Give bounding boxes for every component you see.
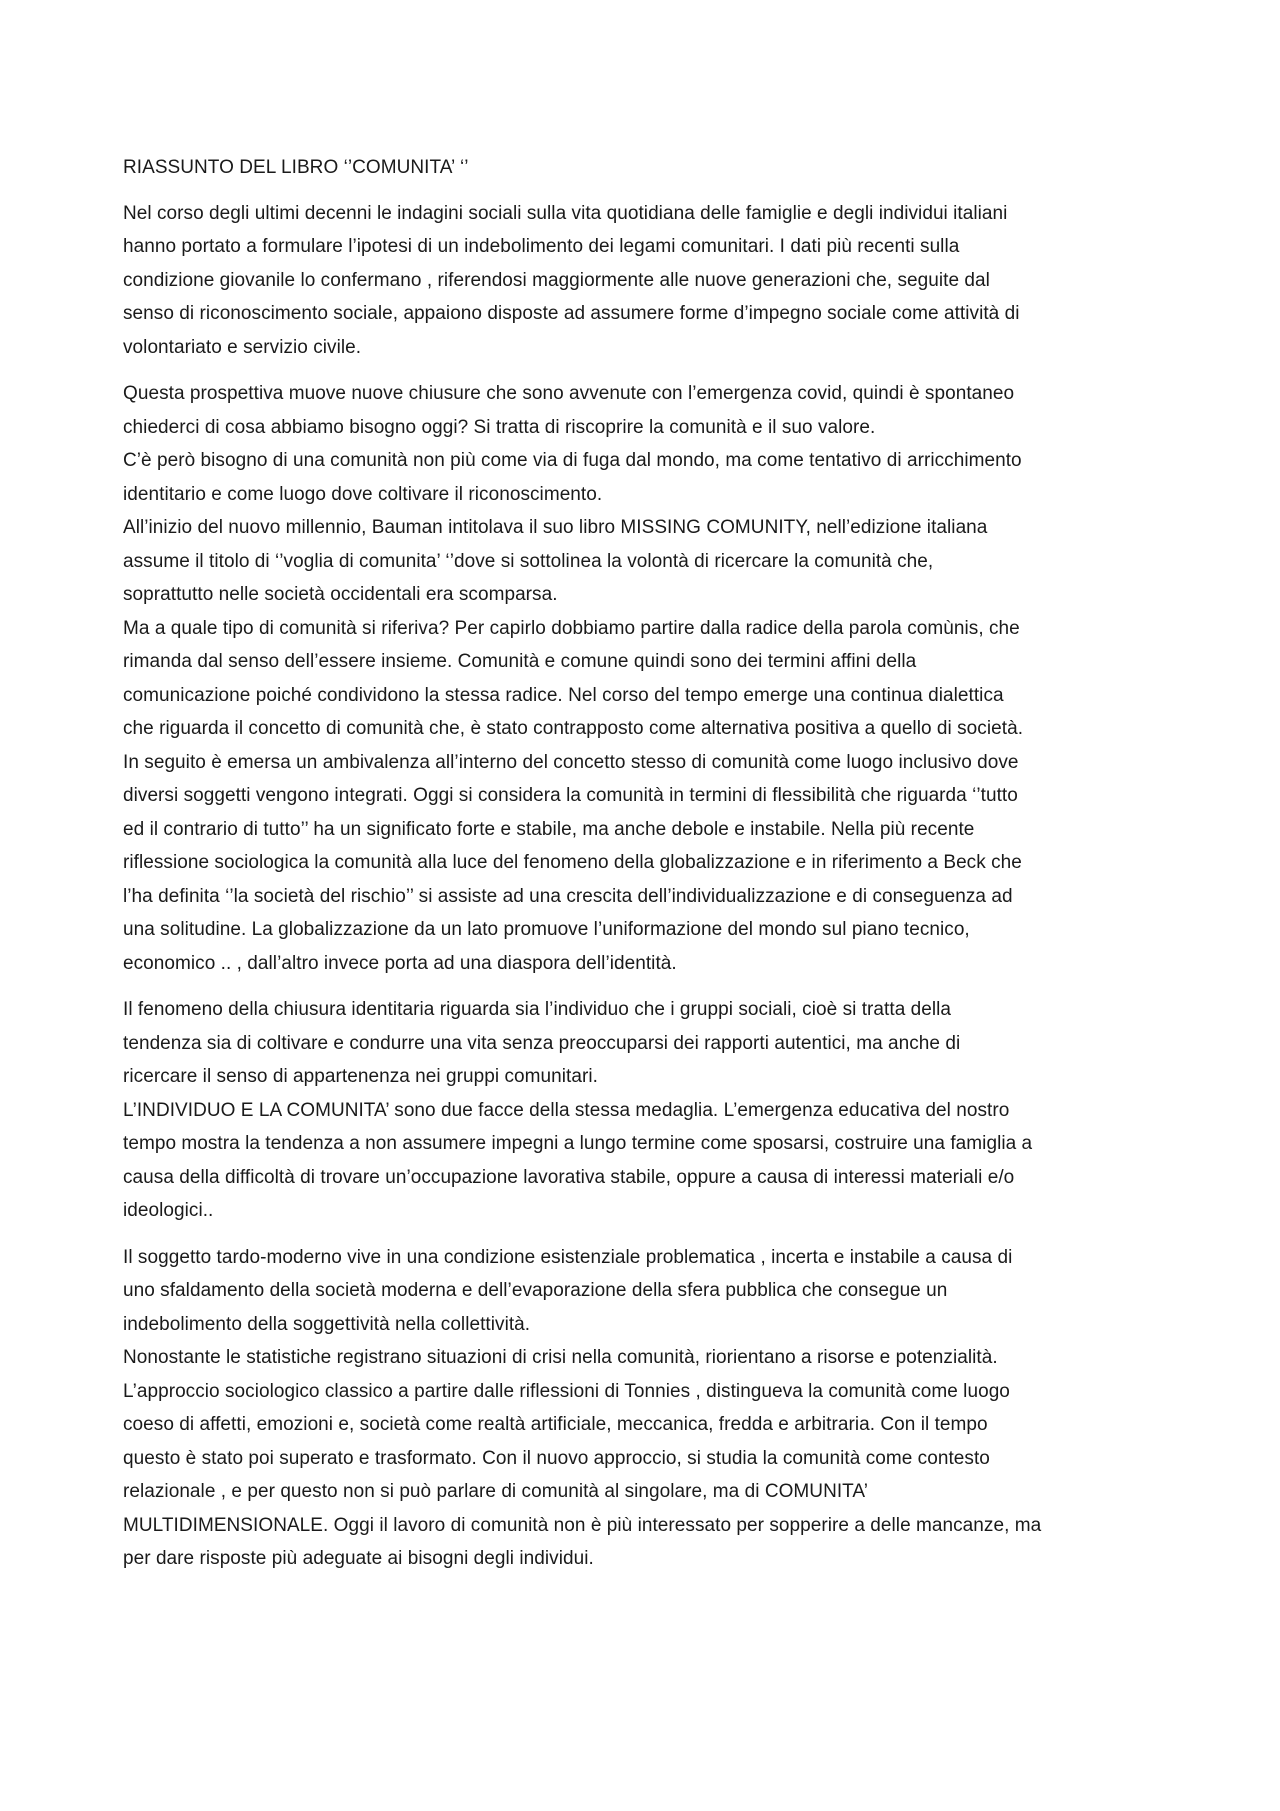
text-line: una solitudine. La globalizzazione da un lato promuove l’uniformazione del mondo sul piano tecnico, bbox=[123, 919, 970, 940]
text-line: C’è però bisogno di una comunità non più come via di fuga dal mondo, ma come tentativo di arricchimento bbox=[123, 450, 1022, 471]
text-line: ed il contrario di tutto’’ ha un significato forte e stabile, ma anche debole e instabile. Nella più recente bbox=[123, 818, 975, 840]
text-line: questo è stato poi superato e trasformato. Con il nuovo approccio, si studia la comunità come contesto bbox=[123, 1447, 990, 1469]
text-line: In seguito è emersa un ambivalenza all’interno del concetto stesso di comunità come luogo inclusivo dove bbox=[123, 751, 1019, 773]
text-line: L’approccio sociologico classico a partire dalle riflessioni di Tonnies , distingueva la comunità come luogo bbox=[123, 1380, 1010, 1402]
text-line: l’ha definita ‘’la società del rischio’’ si assiste ad una crescita dell’individualizzazione e di conseguenza ad bbox=[123, 885, 1013, 907]
text-line: relazionale , e per questo non si può parlare di comunità al singolare, ma di COMUNITA’ bbox=[123, 1481, 869, 1502]
text-line: MULTIDIMENSIONALE. Oggi il lavoro di comunità non è più interessato per sopperire a delle mancanze, ma bbox=[123, 1514, 1042, 1536]
paragraph-4 bbox=[123, 1241, 1168, 1576]
text-line: Nel corso degli ultimi decenni le indagini sociali sulla vita quotidiana delle famiglie e degli individui italiani bbox=[123, 202, 1008, 224]
text-line: Questa prospettiva muove nuove chiusure che sono avvenute con l’emergenza covid, quindi è spontaneo bbox=[123, 383, 1015, 404]
paragraph-1 bbox=[123, 197, 1168, 365]
text-line: condizione giovanile lo confermano , riferendosi maggiormente alle nuove generazioni che, seguite dal bbox=[123, 269, 990, 291]
document-title: RIASSUNTO DEL LIBRO ‘’COMUNITA’ ‘’ bbox=[123, 157, 469, 178]
text-line: coeso di affetti, emozioni e, società come realtà artificiale, meccanica, fredda e arbitraria. Con il tempo bbox=[123, 1414, 988, 1435]
text-line: volontariato e servizio civile. bbox=[123, 336, 362, 358]
text-line: identitario e come luogo dove coltivare il riconoscimento. bbox=[123, 483, 603, 505]
paragraph-list bbox=[123, 197, 1168, 1576]
text-line: tempo mostra la tendenza a non assumere impegni a lungo termine come sposarsi, costruire una famiglia a bbox=[123, 1133, 1033, 1154]
text-line: Nonostante le statistiche registrano situazioni di crisi nella comunità, riorientano a risorse e potenzialità. bbox=[123, 1347, 998, 1368]
text-line: indebolimento della soggettività nella collettività. bbox=[123, 1313, 531, 1335]
text-line: hanno portato a formulare l’ipotesi di un indebolimento dei legami comunitari. I dati più recenti sulla bbox=[123, 236, 960, 257]
text-line: soprattutto nelle società occidentali era scomparsa. bbox=[123, 584, 558, 605]
text-line: L’INDIVIDUO E LA COMUNITA’ sono due facce della stessa medaglia. L’emergenza educativa del nostro bbox=[123, 1099, 1010, 1121]
text-line: tendenza sia di coltivare e condurre una vita senza preoccuparsi dei rapporti autentici, ma anche di bbox=[123, 1032, 961, 1054]
paragraph-2 bbox=[123, 377, 1168, 980]
text-line: rimanda dal senso dell’essere insieme. Comunità e comune quindi sono dei termini affini della bbox=[123, 651, 917, 672]
text-line: riflessione sociologica la comunità alla luce del fenomeno della globalizzazione e in riferimento a Beck che bbox=[123, 852, 1022, 873]
text-line: diversi soggetti vengono integrati. Oggi si considera la comunità in termini di flessibilità che riguarda ‘’tutto bbox=[123, 785, 1018, 806]
text-line: Il soggetto tardo-moderno vive in una condizione esistenziale problematica , incerta e instabile a causa di bbox=[123, 1246, 1013, 1268]
text-line: Il fenomeno della chiusura identitaria riguarda sia l’individuo che i gruppi sociali, cioè si tratta della bbox=[123, 999, 952, 1020]
text-line: che riguarda il concetto di comunità che, è stato contrapposto come alternativa positiva a quello di società. bbox=[123, 718, 1024, 739]
document-body bbox=[123, 151, 1168, 1589]
paragraph-3 bbox=[123, 993, 1168, 1228]
text-line: ideologici.. bbox=[123, 1200, 214, 1221]
text-line: All’inizio del nuovo millennio, Bauman intitolava il suo libro MISSING COMUNITY, nell’edizione italiana bbox=[123, 517, 988, 538]
text-line: assume il titolo di ‘’voglia di comunita’ ‘’dove si sottolinea la volontà di ricercare la comunità che, bbox=[123, 550, 934, 572]
text-line: uno sfaldamento della società moderna e dell’evaporazione della sfera pubblica che consegue un bbox=[123, 1280, 948, 1301]
text-line: Ma a quale tipo di comunità si riferiva? Per capirlo dobbiamo partire dalla radice della parola comùnis, che bbox=[123, 617, 1020, 639]
text-line: comunicazione poiché condividono la stessa radice. Nel corso del tempo emerge una continua dialettica bbox=[123, 684, 1004, 706]
text-line: economico .. , dall’altro invece porta ad una diaspora dell’identità. bbox=[123, 952, 677, 974]
text-line: per dare risposte più adeguate ai bisogni degli individui. bbox=[123, 1548, 594, 1569]
text-line: causa della difficoltà di trovare un’occupazione lavorativa stabile, oppure a causa di interessi materiali e/o bbox=[123, 1166, 1015, 1188]
text-line: chiederci di cosa abbiamo bisogno oggi? Si tratta di riscoprire la comunità e il suo valore. bbox=[123, 416, 876, 438]
text-line: ricercare il senso di appartenenza nei gruppi comunitari. bbox=[123, 1066, 598, 1087]
text-line: senso di riconoscimento sociale, appaiono disposte ad assumere forme d’impegno sociale come attività di bbox=[123, 303, 1020, 324]
